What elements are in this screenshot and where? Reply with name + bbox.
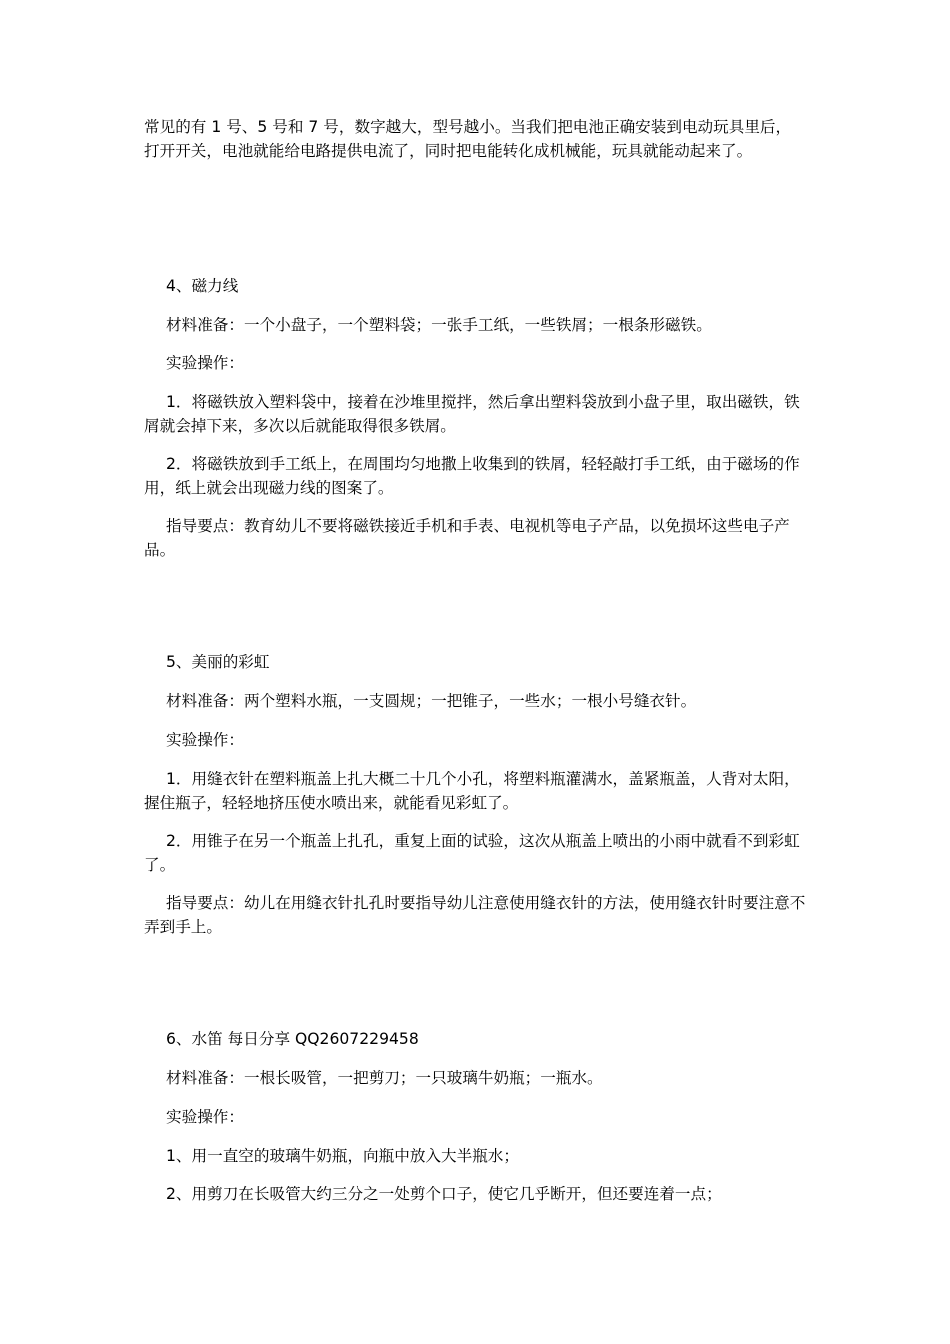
- section-5-title: 5、美丽的彩虹: [166, 653, 270, 671]
- section-5-step-1: 1．用缝衣针在塑料瓶盖上扎大概二十几个小孔，将塑料瓶灌满水，盖紧瓶盖，人背对太阳，握住瓶子，轻轻地挤压使水喷出来，就能看见彩虹了。: [144, 770, 800, 812]
- section-4-step-1: 1．将磁铁放入塑料袋中，接着在沙堆里搅拌，然后拿出塑料袋放到小盘子里，取出磁铁，铁屑就会掉下来，多次以后就能取得很多铁屑。: [144, 393, 800, 435]
- section-6-operations-label: 实验操作：: [166, 1108, 244, 1126]
- section-6-step-2: 2、用剪刀在长吸管大约三分之一处剪个口子，使它几乎断开，但还要连着一点；: [166, 1185, 722, 1203]
- section-4-materials: 材料准备：一个小盘子，一个塑料袋；一张手工纸，一些铁屑；一根条形磁铁。: [166, 316, 712, 334]
- section-4-operations-label: 实验操作：: [166, 354, 244, 372]
- section-5-operations-label: 实验操作：: [166, 731, 244, 749]
- section-5-guidance: 指导要点：幼儿在用缝衣针扎孔时要指导幼儿注意使用缝衣针的方法，使用缝衣针时要注意不弄到手上。: [144, 894, 806, 936]
- section-6-materials: 材料准备：一根长吸管，一把剪刀；一只玻璃牛奶瓶；一瓶水。: [166, 1069, 603, 1087]
- section-4-guidance: 指导要点：教育幼儿不要将磁铁接近手机和手表、电视机等电子产品，以免损坏这些电子产品。: [144, 517, 790, 559]
- paragraph-battery-continuation: 常见的有 1 号、5 号和 7 号，数字越大，型号越小。当我们把电池正确安装到电动玩具里后，打开开关，电池就能给电路提供电流了，同时把电能转化成机械能，玩具就能动起来了。: [144, 118, 792, 160]
- section-6-title: 6、水笛 每日分享 QQ2607229458: [166, 1030, 419, 1048]
- section-4-step-2: 2．将磁铁放到手工纸上，在周围均匀地撒上收集到的铁屑，轻轻敲打手工纸，由于磁场的作用，纸上就会出现磁力线的图案了。: [144, 455, 800, 497]
- section-5-materials: 材料准备：两个塑料水瓶，一支圆规；一把锥子，一些水；一根小号缝衣针。: [166, 692, 697, 710]
- section-5-step-2: 2．用锥子在另一个瓶盖上扎孔，重复上面的试验，这次从瓶盖上喷出的小雨中就看不到彩虹了。: [144, 832, 800, 874]
- section-4-title: 4、磁力线: [166, 277, 239, 295]
- section-6-step-1: 1、用一直空的玻璃牛奶瓶，向瓶中放入大半瓶水；: [166, 1147, 519, 1165]
